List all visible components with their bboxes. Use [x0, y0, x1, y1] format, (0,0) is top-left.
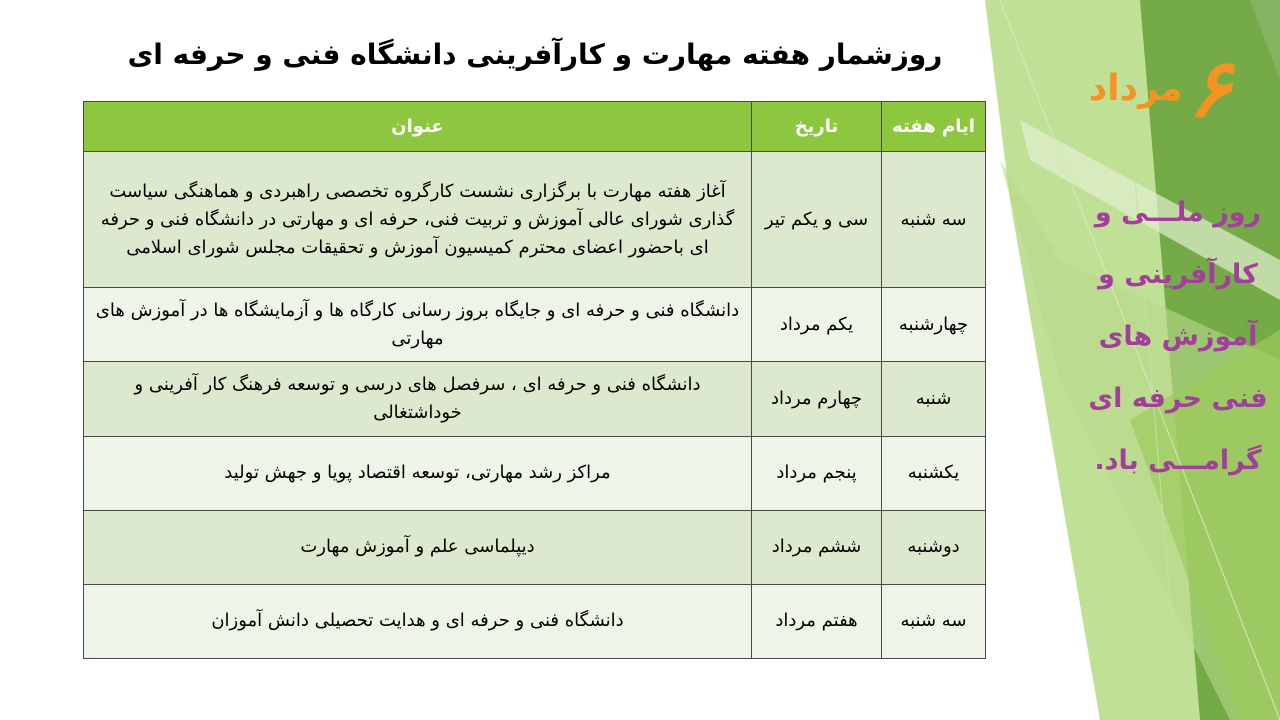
header-date: تاریخ [752, 102, 882, 152]
cell-date: یکم مرداد [752, 288, 882, 362]
header-topic: عنوان [84, 102, 752, 152]
table-header-row [84, 102, 986, 152]
cell-topic: دیپلماسی علم و آموزش مهارت [84, 510, 752, 584]
date-number: ۶ [1188, 42, 1232, 135]
cell-topic: دانشگاه فنی و حرفه ای و جایگاه بروز رسانی کارگاه ها و آزمایشگاه ها در آموزش های مهارتی [84, 288, 752, 362]
header-weekday: ایام هفته [882, 102, 986, 152]
cell-date: چهارم مرداد [752, 362, 882, 436]
table-row [84, 362, 986, 436]
congratulation-message: روز ملـــی و کارآفرینی و آموزش های فنی حرفه ای گرامـــی باد. [1088, 197, 1268, 476]
cell-date: ششم مرداد [752, 510, 882, 584]
table-row [84, 584, 986, 658]
date-month: مرداد [1088, 68, 1183, 109]
highlight-date [1070, 42, 1250, 135]
cell-day: یکشنبه [882, 436, 986, 510]
cell-topic: دانشگاه فنی و حرفه ای ، سرفصل های درسی و توسعه فرهنگ کار آفرینی و خوداشتغالی [84, 362, 752, 436]
slide-title: روزشمار هفته مهارت و کارآفرینی دانشگاه فنی و حرفه ای [127, 38, 943, 71]
cell-day: شنبه [882, 362, 986, 436]
cell-date: سی و یکم تیر [752, 152, 882, 288]
cell-topic: آغاز هفته مهارت با برگزاری نشست کارگروه تخصصی راهبردی و هماهنگی سیاست گذاری شورای عالی آموزش و تربیت فنی، حرفه ای و مهارتی در دانشگاه فنی و حرفه ای باحضور اعضای محترم کمیسیون آموزش و تحقیقات مجلس شورای اسلامی [84, 152, 752, 288]
table-row [84, 510, 986, 584]
cell-topic: مراکز رشد مهارتی، توسعه اقتصاد پویا و جهش تولید [84, 436, 752, 510]
cell-day: سه شنبه [882, 584, 986, 658]
table-row [84, 288, 986, 362]
table-row [84, 152, 986, 288]
cell-day: چهارشنبه [882, 288, 986, 362]
schedule-table [83, 101, 986, 659]
cell-day: سه شنبه [882, 152, 986, 288]
table-row [84, 436, 986, 510]
cell-date: پنجم مرداد [752, 436, 882, 510]
cell-date: هفتم مرداد [752, 584, 882, 658]
cell-day: دوشنبه [882, 510, 986, 584]
cell-topic: دانشگاه فنی و حرفه ای و هدایت تحصیلی دانش آموزان [84, 584, 752, 658]
